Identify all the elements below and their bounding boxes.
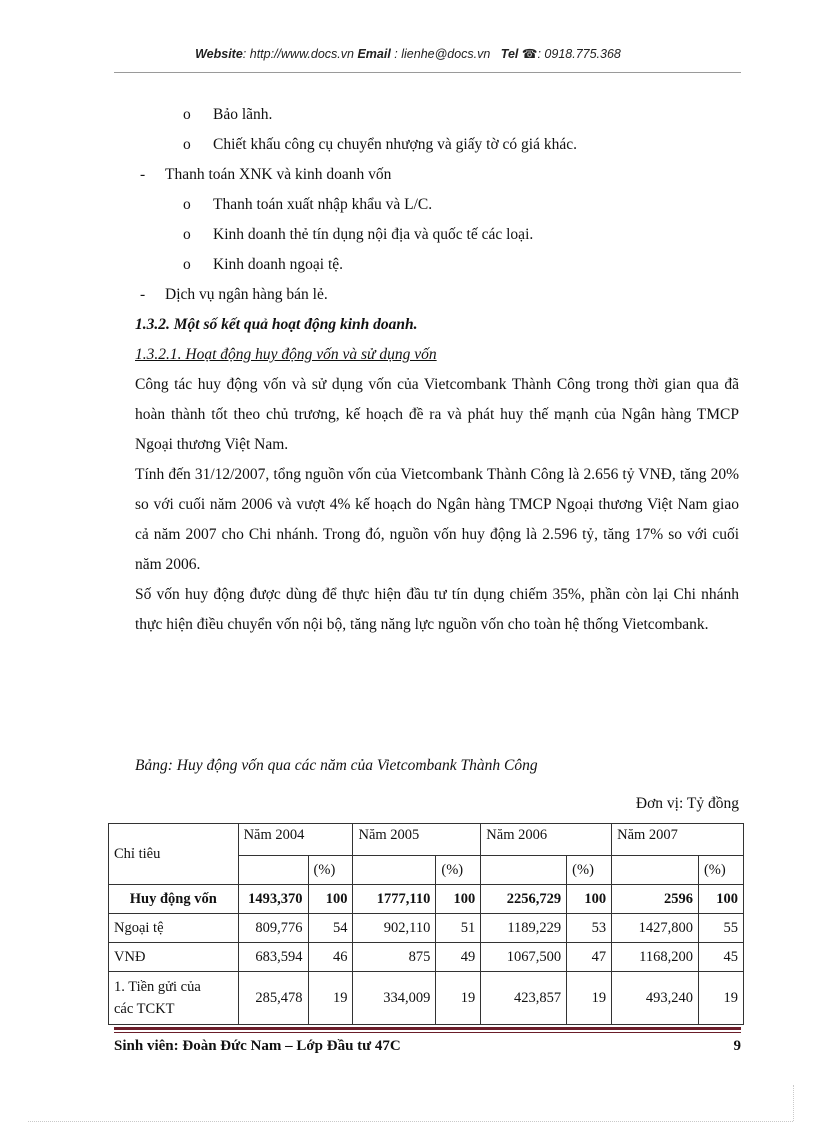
list-item: [135, 190, 739, 220]
paragraph-text: Công tác huy động vốn và sử dụng vốn của Vietcombank Thành Công trong thời gian qua đã hoàn thành tốt theo chủ trương, kế hoạch đề ra và phát huy thế mạnh của Ngân hàng TMCP Ngoại thương Việt Nam.: [135, 376, 739, 453]
list-item-text: Thanh toán xuất nhập khẩu và L/C.: [213, 196, 433, 213]
tel-value: : 0918.775.368: [537, 47, 621, 61]
table-cell: 100: [698, 885, 743, 914]
dash-marker: -: [140, 286, 146, 303]
list-item: [135, 130, 739, 160]
table-cell: 1777,110: [353, 885, 436, 914]
website-value: : http://www.docs.vn: [242, 47, 354, 61]
table-cell: 100: [436, 885, 481, 914]
header-cell: Chỉ tiêu: [109, 824, 239, 885]
table-cell: 902,110: [353, 914, 436, 943]
table-row: [109, 943, 744, 972]
section-heading: 1.3.2. Một số kết quả hoạt động kinh doanh.: [135, 316, 418, 333]
bullet-marker: o: [183, 256, 191, 273]
table-cell: 809,776: [238, 914, 308, 943]
row-label: Ngoại tệ: [109, 914, 239, 943]
bullet-marker: o: [183, 196, 191, 213]
email-label: Email: [357, 47, 391, 61]
list-item-text: Kinh doanh ngoại tệ.: [213, 256, 344, 273]
table-cell: 1168,200: [612, 943, 699, 972]
year-header: Năm 2004: [238, 824, 353, 856]
row-label: VNĐ: [109, 943, 239, 972]
table-cell: 1427,800: [612, 914, 699, 943]
table-cell: 49: [436, 943, 481, 972]
pct-header: (%): [698, 856, 743, 885]
list-item-text: Thanh toán XNK và kinh doanh vốn: [165, 166, 392, 183]
list-item: [135, 280, 739, 310]
year-header: Năm 2005: [353, 824, 481, 856]
page-number: 9: [733, 1038, 741, 1054]
table-cell: 100: [308, 885, 353, 914]
table-cell: 45: [698, 943, 743, 972]
year-header: Năm 2006: [481, 824, 612, 856]
table-cell: 55: [698, 914, 743, 943]
pct-header: (%): [567, 856, 612, 885]
list-item-text: Dịch vụ ngân hàng bán lẻ.: [165, 286, 328, 303]
empty-cell: [238, 856, 308, 885]
footer-rule: [114, 1027, 741, 1030]
table-cell: 51: [436, 914, 481, 943]
table-cell: 1067,500: [481, 943, 567, 972]
student-info: Sinh viên: Đoàn Đức Nam – Lớp Đầu tư 47C: [114, 1038, 401, 1054]
table-cell: 47: [567, 943, 612, 972]
list-item: [135, 250, 739, 280]
pct-header: (%): [308, 856, 353, 885]
table-cell: 683,594: [238, 943, 308, 972]
row-label-line: các TCKT: [114, 1001, 175, 1017]
empty-cell: [353, 856, 436, 885]
list-item: [135, 100, 739, 130]
table-cell: 54: [308, 914, 353, 943]
table-row: [109, 972, 744, 1025]
row-label: Huy động vốn: [109, 885, 239, 914]
email-value: : lienhe@docs.vn: [390, 47, 491, 61]
table-cell: 875: [353, 943, 436, 972]
table-cell: 100: [567, 885, 612, 914]
table-cell: 334,009: [353, 972, 436, 1025]
empty-cell: [612, 856, 699, 885]
table-row: [109, 914, 744, 943]
table-cell: 423,857: [481, 972, 567, 1025]
year-header: Năm 2007: [612, 824, 744, 856]
list-item-text: Chiết khấu công cụ chuyển nhượng và giấy tờ có giá khác.: [213, 136, 577, 153]
list-item: [135, 220, 739, 250]
table-cell: 285,478: [238, 972, 308, 1025]
header-rule: [114, 72, 741, 73]
table-cell: 53: [567, 914, 612, 943]
pct-header: (%): [436, 856, 481, 885]
website-label: Website: [195, 47, 243, 61]
table-cell: 19: [308, 972, 353, 1025]
paragraph-text: Số vốn huy động được dùng để thực hiện đầu tư tín dụng chiếm 35%, phần còn lại Chi nhánh thực hiện điều chuyển vốn nội bộ, tăng năng lực nguồn vốn cho toàn hệ thống Vietcombank.: [135, 586, 739, 633]
table-cell: 2596: [612, 885, 699, 914]
table-header-row: [109, 824, 744, 856]
table-cell: 2256,729: [481, 885, 567, 914]
page-border: [28, 1121, 793, 1122]
bullet-marker: o: [183, 136, 191, 153]
capital-table: [108, 823, 744, 1025]
page-footer: [114, 1038, 741, 1055]
body-content: [135, 100, 739, 640]
row-label-line: 1. Tiền gửi của: [114, 979, 201, 995]
list-item-text: Kinh doanh thẻ tín dụng nội địa và quốc tế các loại.: [213, 226, 534, 243]
list-item: [135, 160, 739, 190]
list-item-text: Bảo lãnh.: [213, 106, 273, 123]
table-cell: 19: [436, 972, 481, 1025]
page-border: [793, 1085, 794, 1121]
table-cell: 1189,229: [481, 914, 567, 943]
bullet-marker: o: [183, 226, 191, 243]
table-cell: 1493,370: [238, 885, 308, 914]
subsection-heading: 1.3.2.1. Hoạt động huy động vốn và sử dụng vốn: [135, 346, 437, 363]
empty-cell: [481, 856, 567, 885]
paragraph: [135, 370, 739, 640]
table-unit: Đơn vị: Tỷ đồng: [635, 795, 739, 812]
row-label: [109, 972, 239, 1025]
bullet-marker: o: [183, 106, 191, 123]
table-cell: 46: [308, 943, 353, 972]
paragraph-text: Tính đến 31/12/2007, tổng nguồn vốn của Vietcombank Thành Công là 2.656 tỷ VNĐ, tăng 20% so với cuối năm 2006 và vượt 4% kế hoạch do Ngân hàng TMCP Ngoại thương Việt Nam giao cả năm 2007 cho Chi nhánh. Trong đó, nguồn vốn huy động là 2.596 tỷ, tăng 17% so với cuối năm 2006.: [135, 466, 739, 573]
dash-marker: -: [140, 166, 146, 183]
table-caption: Bảng: Huy động vốn qua các năm của Vietcombank Thành Công: [135, 757, 538, 774]
table-cell: 493,240: [612, 972, 699, 1025]
phone-icon: ☎: [521, 47, 538, 61]
table-cell: 19: [698, 972, 743, 1025]
table-cell: 19: [567, 972, 612, 1025]
table-row: [109, 885, 744, 914]
page-header: [0, 46, 816, 61]
tel-label: Tel: [500, 47, 519, 61]
footer-rule: [114, 1032, 741, 1033]
